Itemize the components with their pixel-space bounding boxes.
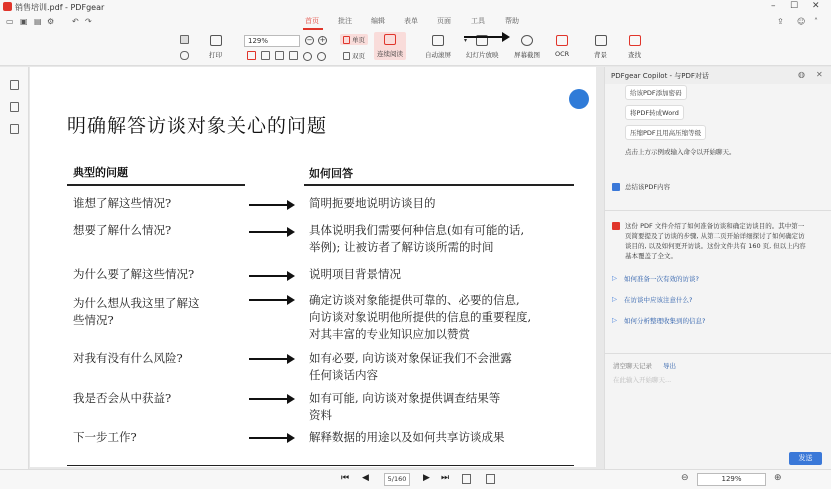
continuous-read-button[interactable] xyxy=(374,32,406,60)
single-view-icon[interactable] xyxy=(462,474,471,484)
quick-action-pdf-to-word[interactable]: 将PDF转成Word xyxy=(625,105,684,120)
thumbnails-icon[interactable] xyxy=(10,102,19,112)
question-row-5 xyxy=(73,350,183,367)
left-sidebar xyxy=(0,67,29,469)
background-icon xyxy=(595,35,607,46)
account-icon[interactable]: ☺ xyxy=(797,17,806,26)
question-line: 些情况? xyxy=(73,313,114,327)
tab-tools[interactable]: 工具 xyxy=(471,17,485,25)
title-bar xyxy=(0,0,831,14)
pdf-page xyxy=(30,67,596,467)
question-line: 谁想了解这些情况? xyxy=(73,196,172,210)
assistant-summary xyxy=(625,221,825,261)
arrow-right-icon xyxy=(249,299,293,301)
find-label: 查找 xyxy=(628,51,641,59)
actual-size-icon[interactable] xyxy=(275,51,284,60)
close-button[interactable]: ✕ xyxy=(812,1,820,11)
tab-page[interactable]: 页面 xyxy=(437,17,451,25)
ocr-label: OCR xyxy=(555,50,570,58)
scissors-icon xyxy=(521,35,533,46)
open-file-icon[interactable]: ▭ xyxy=(6,17,14,26)
answer-line: 向访谈对象说明他所提供的信息的重要程度, xyxy=(309,310,532,324)
answer-row-5 xyxy=(309,350,512,384)
answer-row-2 xyxy=(309,222,524,256)
tab-edit[interactable]: 编辑 xyxy=(371,17,385,25)
zoom-out-button[interactable]: − xyxy=(306,36,313,44)
continuous-read-icon xyxy=(384,34,396,45)
answer-line: 如有必要, 向访谈对象保证我们不会泄露 xyxy=(309,351,512,365)
fit-page-icon[interactable] xyxy=(247,51,256,60)
arrow-right-icon xyxy=(249,358,293,360)
zoom-in-button[interactable]: + xyxy=(319,36,326,44)
app-logo-icon xyxy=(3,2,12,11)
screenshot-label: 屏幕截图 xyxy=(514,51,540,59)
copilot-badge-icon[interactable] xyxy=(569,89,589,109)
send-arrow-icon: ▷ xyxy=(612,274,617,282)
fit-visible-icon[interactable] xyxy=(289,51,298,60)
double-page-icon xyxy=(343,52,350,60)
continuous-read-label: 连续阅读 xyxy=(377,50,403,58)
print-label: 打印 xyxy=(209,51,222,59)
column-header-answer: 如何回答 xyxy=(309,167,353,180)
send-button[interactable]: 发送 xyxy=(789,452,822,465)
zoom-out-status-icon[interactable]: ⊖ xyxy=(681,473,689,483)
share-icon[interactable]: ⇪ xyxy=(777,17,784,26)
window-title: 销售培训.pdf - PDFgear xyxy=(15,3,105,12)
fit-width-icon[interactable] xyxy=(261,51,270,60)
question-line: 下一步工作? xyxy=(73,430,137,444)
send-arrow-icon: ▷ xyxy=(612,316,617,324)
auto-scroll-icon xyxy=(432,35,444,46)
select-tool-icon[interactable] xyxy=(180,35,189,44)
chat-input[interactable]: 在此输入开始聊天... xyxy=(613,376,672,384)
chevron-down-icon xyxy=(464,36,508,38)
message-divider xyxy=(605,210,831,211)
close-panel-icon[interactable]: ✕ xyxy=(816,70,823,79)
answer-line: 说明项目背景情况 xyxy=(309,267,401,281)
double-page-label: 双页 xyxy=(352,52,365,60)
question-line: 为什么想从我这里了解这 xyxy=(73,296,200,310)
page-title: 明确解答访谈对象关心的问题 xyxy=(67,115,328,137)
document-viewer[interactable] xyxy=(29,67,604,469)
clear-chat-button[interactable]: 清空聊天记录 xyxy=(613,362,652,370)
question-row-1 xyxy=(73,195,171,212)
single-page-button[interactable] xyxy=(340,34,368,45)
question-row-4 xyxy=(73,295,200,329)
zoom-select[interactable] xyxy=(244,35,300,47)
find-button[interactable] xyxy=(628,35,641,59)
save-icon[interactable]: ▣ xyxy=(20,17,28,26)
redo-icon[interactable]: ↷ xyxy=(85,17,92,26)
answer-row-1 xyxy=(309,195,436,212)
suggestion-3[interactable]: 如何分析整理收集到的信息? xyxy=(624,317,706,325)
zoom-in-status-icon[interactable]: ⊕ xyxy=(774,473,782,483)
single-page-icon xyxy=(343,36,350,44)
help-icon[interactable]: ◍ xyxy=(798,70,805,79)
arrow-right-icon xyxy=(249,437,293,439)
last-page-button[interactable]: ⏭ xyxy=(441,473,450,483)
answer-line: 举例); 让被访者了解访谈所需的时间 xyxy=(309,240,494,254)
export-button[interactable]: 导出 xyxy=(663,362,676,370)
copilot-title: PDFgear Copilot - 与PDF对话 xyxy=(611,72,709,80)
input-divider xyxy=(605,353,831,354)
summary-line: 页简要提及了访谈的步骤, 从第二页开始详细探讨了如何确定访 xyxy=(625,232,805,240)
send-arrow-icon: ▷ xyxy=(612,295,617,303)
maximize-button[interactable]: ☐ xyxy=(790,1,799,11)
printer-icon xyxy=(210,35,222,46)
slideshow-label: 幻灯片放映 xyxy=(466,51,499,59)
arrow-right-icon xyxy=(249,231,293,233)
answer-row-7 xyxy=(309,429,505,446)
double-page-button[interactable] xyxy=(340,50,368,61)
background-label: 背景 xyxy=(594,51,607,59)
summary-line: 这份 PDF 文件介绍了如何准备访谈和确定访谈目的。其中第一 xyxy=(625,222,805,230)
prev-page-button[interactable]: ◀ xyxy=(362,473,369,483)
first-page-button[interactable]: ⏮ xyxy=(341,473,350,483)
arrow-right-icon xyxy=(249,204,293,206)
menu-row xyxy=(0,14,831,30)
question-row-3 xyxy=(73,266,194,283)
minimize-button[interactable]: – xyxy=(771,1,776,11)
collapse-ribbon-icon[interactable]: ˄ xyxy=(814,17,818,26)
screenshot-button[interactable] xyxy=(514,35,540,59)
ocr-button[interactable] xyxy=(555,35,569,58)
print-button[interactable] xyxy=(209,35,222,59)
suggestion-2[interactable]: 在访谈中应该注意什么? xyxy=(624,296,693,304)
status-zoom-input[interactable]: 129% xyxy=(697,473,766,486)
auto-scroll-button[interactable] xyxy=(425,35,451,59)
copilot-panel xyxy=(604,67,831,469)
single-page-label: 单页 xyxy=(352,36,365,44)
status-bar xyxy=(0,469,831,489)
comments-icon[interactable] xyxy=(10,124,19,134)
suggestion-1[interactable]: 如何准备一次有效的访谈? xyxy=(624,275,699,283)
copilot-header xyxy=(605,67,831,84)
scroll-view-icon[interactable] xyxy=(486,474,495,484)
summary-line: 基本覆盖了全文。 xyxy=(625,252,677,260)
answer-line: 简明扼要地说明访谈目的 xyxy=(309,196,436,210)
auto-scroll-label: 自动滚屏 xyxy=(425,51,451,59)
tab-help[interactable]: 帮助 xyxy=(505,17,519,25)
rotate-right-icon[interactable] xyxy=(317,52,326,61)
settings-icon[interactable]: ⚙ xyxy=(47,17,55,26)
tab-home[interactable]: 首页 xyxy=(305,17,319,25)
column-header-question: 典型的问题 xyxy=(73,166,128,179)
question-line: 为什么要了解这些情况? xyxy=(73,267,195,281)
question-line: 我是否会从中获益? xyxy=(73,391,172,405)
header-rule-right xyxy=(304,184,574,186)
question-row-6 xyxy=(73,390,171,407)
user-avatar-icon xyxy=(612,183,620,191)
question-line: 想要了解什么情况? xyxy=(73,223,172,237)
undo-icon[interactable]: ↶ xyxy=(72,17,79,26)
find-icon xyxy=(629,35,641,46)
answer-row-6 xyxy=(309,390,500,424)
slideshow-button[interactable] xyxy=(466,35,499,59)
background-button[interactable] xyxy=(594,35,607,59)
ribbon-toolbar xyxy=(0,30,831,66)
print-quick-icon[interactable]: ▤ xyxy=(34,17,42,26)
bookmark-icon[interactable] xyxy=(10,80,19,90)
answer-line: 任何谈话内容 xyxy=(309,368,378,382)
question-line: 对我有没有什么风险? xyxy=(73,351,183,365)
answer-line: 解释数据的用途以及如何共享访谈成果 xyxy=(309,430,505,444)
answer-line: 对其丰富的专业知识应加以赞赏 xyxy=(309,327,470,341)
answer-line: 确定访谈对象能提供可靠的、必要的信息, xyxy=(309,293,520,307)
question-row-2 xyxy=(73,222,171,239)
tab-annotate[interactable]: 批注 xyxy=(338,17,352,25)
answer-line: 具体说明我们需要何种信息(如有可能的话, xyxy=(309,223,525,237)
arrow-right-icon xyxy=(249,275,293,277)
ocr-icon xyxy=(556,35,568,46)
page-number-input[interactable]: 5/160 xyxy=(384,473,410,486)
hand-tool-icon[interactable] xyxy=(180,51,189,60)
answer-row-3 xyxy=(309,266,401,283)
arrow-right-icon xyxy=(249,398,293,400)
rotate-left-icon[interactable] xyxy=(303,52,312,61)
next-page-button[interactable]: ▶ xyxy=(423,473,430,483)
header-rule-left xyxy=(67,184,245,186)
answer-row-4 xyxy=(309,292,531,343)
quick-action-add-password[interactable]: 给该PDF添加密码 xyxy=(625,85,687,100)
user-message: 总结该PDF内容 xyxy=(625,183,671,191)
assistant-avatar-icon xyxy=(612,222,620,230)
answer-line: 资料 xyxy=(309,408,332,422)
tab-form[interactable]: 表单 xyxy=(404,17,418,25)
answer-line: 如有可能, 向访谈对象提供调查结果等 xyxy=(309,391,501,405)
summary-line: 谈目的, 以及如何更开访谈。这份文件共有 160 页, 但以上内容 xyxy=(625,242,806,250)
quick-action-compress[interactable]: 压缩PDF且用高压缩等级 xyxy=(625,125,706,140)
question-row-7 xyxy=(73,429,137,446)
copilot-hint: 点击上方示例或输入命令以开始聊天。 xyxy=(625,148,736,156)
footer-rule xyxy=(67,465,574,466)
zoom-select-value: 129% xyxy=(248,37,269,45)
